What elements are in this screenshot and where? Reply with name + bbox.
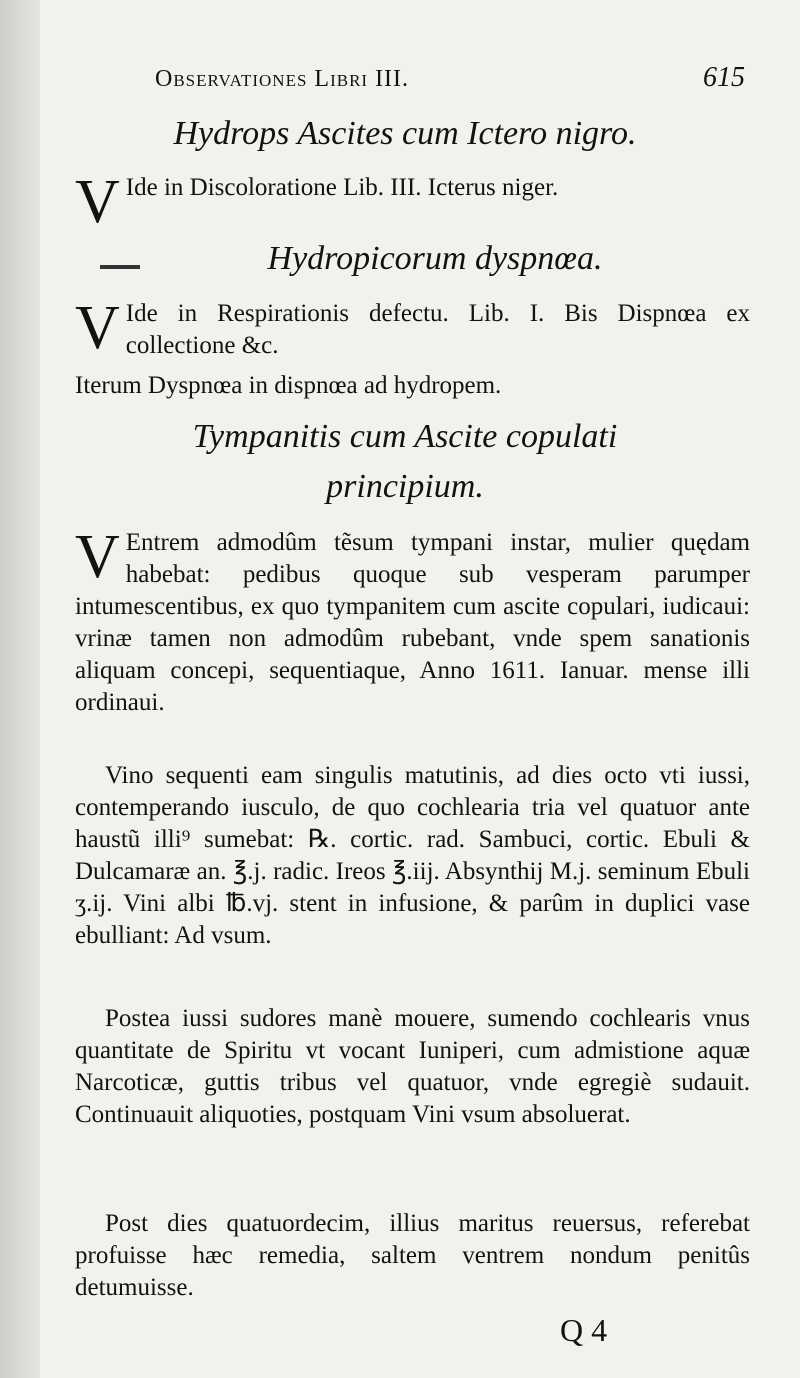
paragraph-3 (75, 523, 750, 719)
paragraph-2-text: Ide in Respirationis defectu. Lib. I. Bis Dispnœa ex collectione &c. (125, 300, 750, 359)
paragraph-1 (75, 168, 750, 236)
signature-mark: Q 4 (560, 1312, 608, 1348)
drop-cap: V (75, 168, 120, 236)
page-number: 615 (703, 62, 745, 93)
section-heading-dyspnoea: Hydropicorum dyspnœa. (267, 240, 603, 277)
running-title: Observationes Libri III. (155, 66, 410, 92)
paragraph-5: Postea iussi sudores manè mouere, sumendo cochlearis vnus quantitate de Spiritu vt vocant Iuniperi, cum admistione aquæ Narcoticæ, guttis tribus vel quatuor, vnde egregiè sudauit. Continuauit aliquoties, postquam Vini vsum absoluerat. (75, 1005, 750, 1128)
drop-cap: V (75, 523, 120, 591)
paragraph-3-text: Entrem admodûm tẽsum tympani instar, mulier quędam habebat: pedibus quoque sub vesperam parumper intumescentibus, ex quo tympanitem cum ascite copulari, iudicaui: vrinæ tamen non admodûm rubebant, vnde spem sanationis aliquam concepi, sequentiaque, Anno 1611. Ianuar. mense illi ordinaui. (75, 529, 750, 716)
paragraph-6: Post dies quatuordecim, illius maritus reuersus, referebat profuisse hæc remedia, saltem ventrem nondum penitûs detumuisse. (75, 1210, 750, 1301)
paragraph-4: Vino sequenti eam singulis matutinis, ad dies octo vti iussi, contemperando iusculo, de quo cochlearia tria vel quatuor ante haustũ illi⁹ sumebat: ℞. cortic. rad. Sambuci, cortic. Ebuli & Dulcamaræ an. ℥.j. radic. Ireos ℥.iij. Absynthij M.j. seminum Ebuli ʒ.ij. Vini albi ℔.vj. stent in infusione, & parûm in duplici vase ebulliant: Ad vsum. (75, 762, 750, 949)
paragraph-2 (75, 294, 750, 362)
drop-cap: V (75, 294, 120, 362)
section-heading-principium: principium. (326, 468, 484, 505)
paragraph-2b: Iterum Dyspnœa in dispnœa ad hydropem. (75, 372, 502, 399)
running-head (155, 62, 745, 94)
paragraph-1-text: Ide in Discoloratione Lib. III. Icterus niger. (125, 174, 559, 201)
section-heading-hydrops: Hydrops Ascites cum Ictero nigro. (173, 115, 637, 152)
section-heading-tympanitis: Tympanitis cum Ascite copulati (192, 418, 618, 455)
